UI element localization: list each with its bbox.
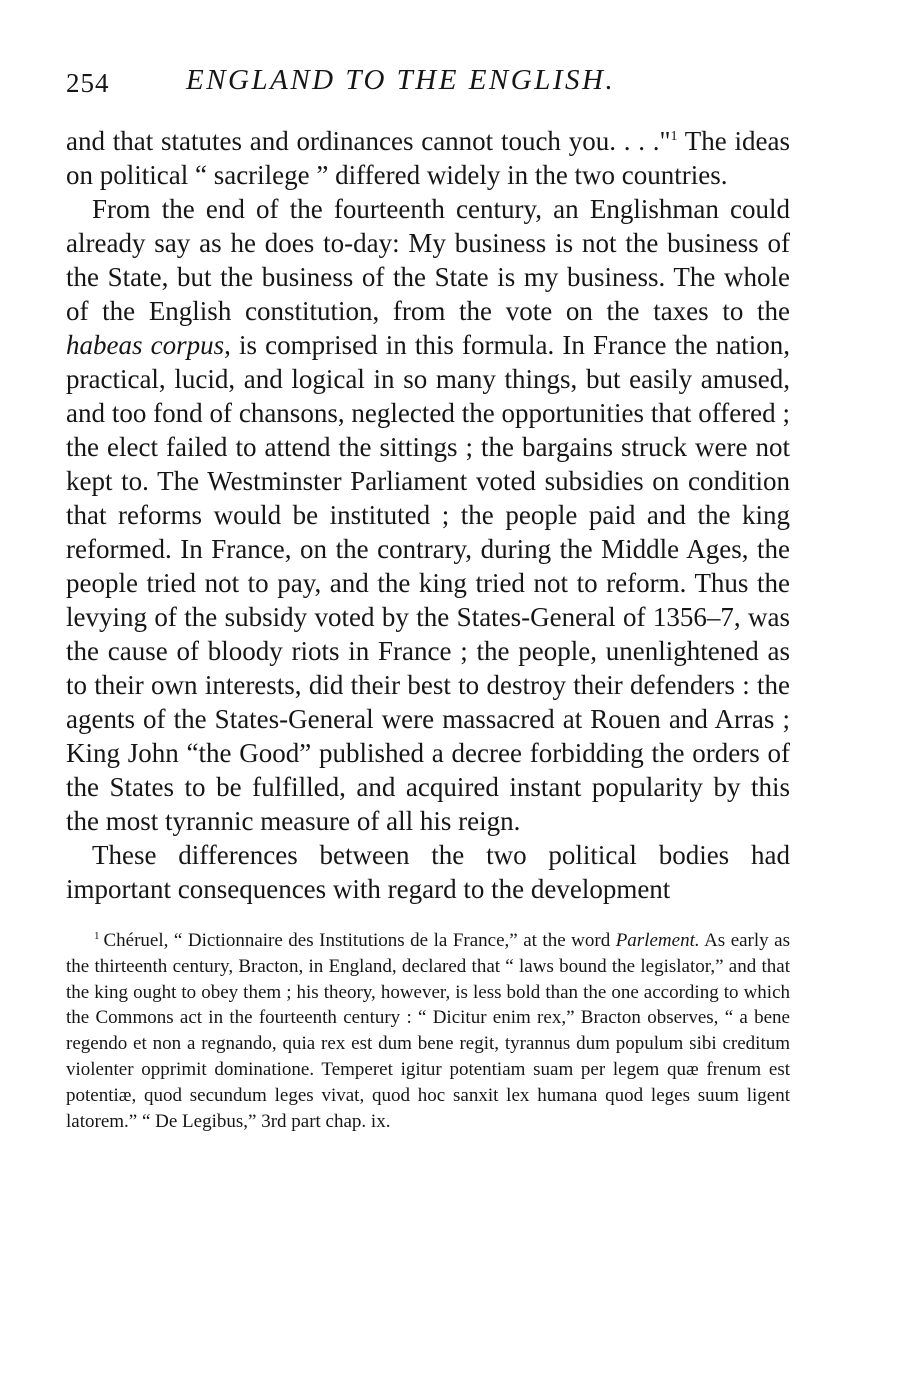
- footnotes: [66, 928, 790, 1134]
- paragraph-1-text: and that statutes and ordinances cannot touch you. . . .": [66, 126, 671, 156]
- paragraph-3: [66, 838, 790, 906]
- paragraph-1-text-continued: The ideas on political “ sacrilege ” differed widely in the two countries.: [66, 126, 790, 190]
- paragraph-1: [66, 124, 790, 192]
- book-page: [66, 60, 790, 1134]
- paragraph-3-text: These differences between the two political bodies had important consequences with regard to the development: [66, 840, 790, 904]
- habeas-corpus-term: habeas corpus: [66, 330, 225, 360]
- footnote-mark: 1: [94, 929, 100, 942]
- paragraph-2-text-start: From the end of the fourteenth century, an Englishman could already say as he does to-day: My business is not the business of the State, but the business of the State is my business. The whole of the English constitution, from the vote on the taxes to the: [66, 194, 790, 326]
- body-text: [66, 124, 790, 906]
- page-number: 254: [66, 68, 110, 98]
- footnote-1: [66, 928, 790, 1134]
- footnote-italic-term: Parlement.: [615, 930, 700, 951]
- footnote-text-start: Chéruel, “ Dictionnaire des Institutions de la France,” at the word: [103, 930, 616, 951]
- paragraph-2: [66, 192, 790, 838]
- paragraph-2-text-end: , is comprised in this formula. In France the nation, practical, lucid, and logical in so many things, but easily amused, and too fond of chansons, neglected the opportunities that offered ; the elect failed to attend the sittings ; the bargains struck were not kept to. The Westminster Parliament voted subsidies on condition that reforms would be instituted ; the people paid and the king reformed. In France, on the contrary, during the Middle Ages, the people tried not to pay, and the king tried not to reform. Thus the levying of the subsidy voted by the States-General of 1356–7, was the cause of bloody riots in France ; the people, unenlightened as to their own interests, did their best to destroy their defenders : the agents of the States-General were massacred at Rouen and Arras ; King John “the Good” published a decree forbidding the orders of the States to be fulfilled, and acquired instant popularity by this the most tyrannic measure of all his reign.: [66, 330, 790, 836]
- footnote-reference: 1: [670, 129, 678, 144]
- running-title: ENGLAND TO THE ENGLISH.: [186, 64, 616, 96]
- running-head: [66, 60, 790, 104]
- footnote-text-end: As early as the thirteenth century, Bracton, in England, declared that “ laws bound the legislator,” and that the king ought to obey them ; his theory, however, is less bold than the one according to which the Commons act in the fourteenth century : “ Dicitur enim rex,” Bracton observes, “ a bene regendo et non a regnando, quia rex est dum bene regit, tyrannus dum populum sibi creditum violenter opprimit dominatione. Temperet igitur potentiam suam per legem quæ frenum est potentiæ, quod secundum leges vivat, quod hoc sanxit lex humana quod leges suum ligent latorem.” “ De Legibus,” 3rd part chap. ix.: [66, 930, 790, 1132]
